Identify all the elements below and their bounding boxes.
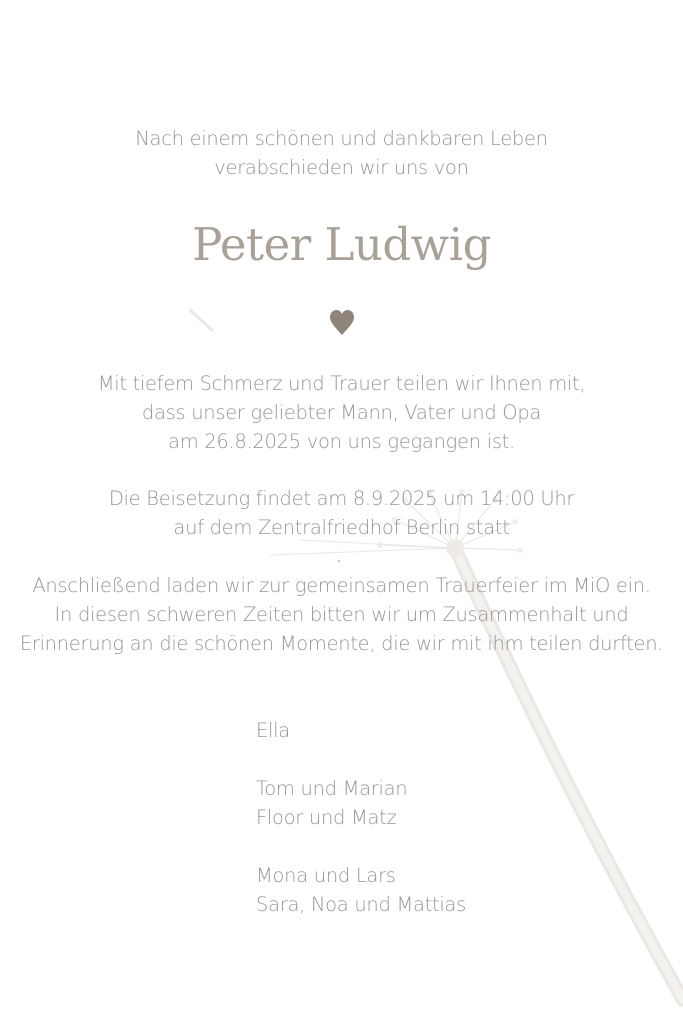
intro-text xyxy=(0,124,683,182)
reception-line-3: Erinnerung an die schönen Momente, die wir mit ihm teilen durften. xyxy=(19,632,664,655)
mourner-name: Sara, Noa und Mattias xyxy=(256,893,466,916)
burial-info xyxy=(0,484,683,542)
mourners-list xyxy=(256,716,466,919)
separator-dot xyxy=(338,560,340,562)
heart-icon xyxy=(330,310,354,336)
intro-line-2: verabschieden wir uns von xyxy=(214,156,469,179)
spacer xyxy=(256,832,466,861)
reception-info xyxy=(0,571,683,658)
mourner-name: Ella xyxy=(256,719,290,742)
reception-line-2: In diesen schweren Zeiten bitten wir um Zusammenhalt und xyxy=(54,603,629,626)
message-line-1: Mit tiefem Schmerz und Trauer teilen wir Ihnen mit, xyxy=(97,372,586,395)
mourner-name: Tom und Marian xyxy=(256,777,408,800)
burial-line-2: auf dem Zentralfriedhof Berlin statt xyxy=(173,516,510,539)
burial-line-1: Die Beisetzung findet am 8.9.2025 um 14:00 Uhr xyxy=(108,487,575,510)
intro-line-1: Nach einem schönen und dankbaren Leben xyxy=(135,127,548,150)
mourner-name: Mona und Lars xyxy=(256,864,396,887)
announcement-text xyxy=(0,369,683,456)
reception-line-1: Anschließend laden wir zur gemeinsamen Trauerfeier im MiO ein. xyxy=(32,574,651,597)
message-line-2: dass unser geliebter Mann, Vater und Opa xyxy=(141,401,542,424)
deceased-name: Peter Ludwig xyxy=(192,218,491,271)
spacer xyxy=(256,745,466,774)
message-line-3: am 26.8.2025 von uns gegangen ist. xyxy=(168,430,515,453)
mourner-name: Floor und Matz xyxy=(256,806,397,829)
